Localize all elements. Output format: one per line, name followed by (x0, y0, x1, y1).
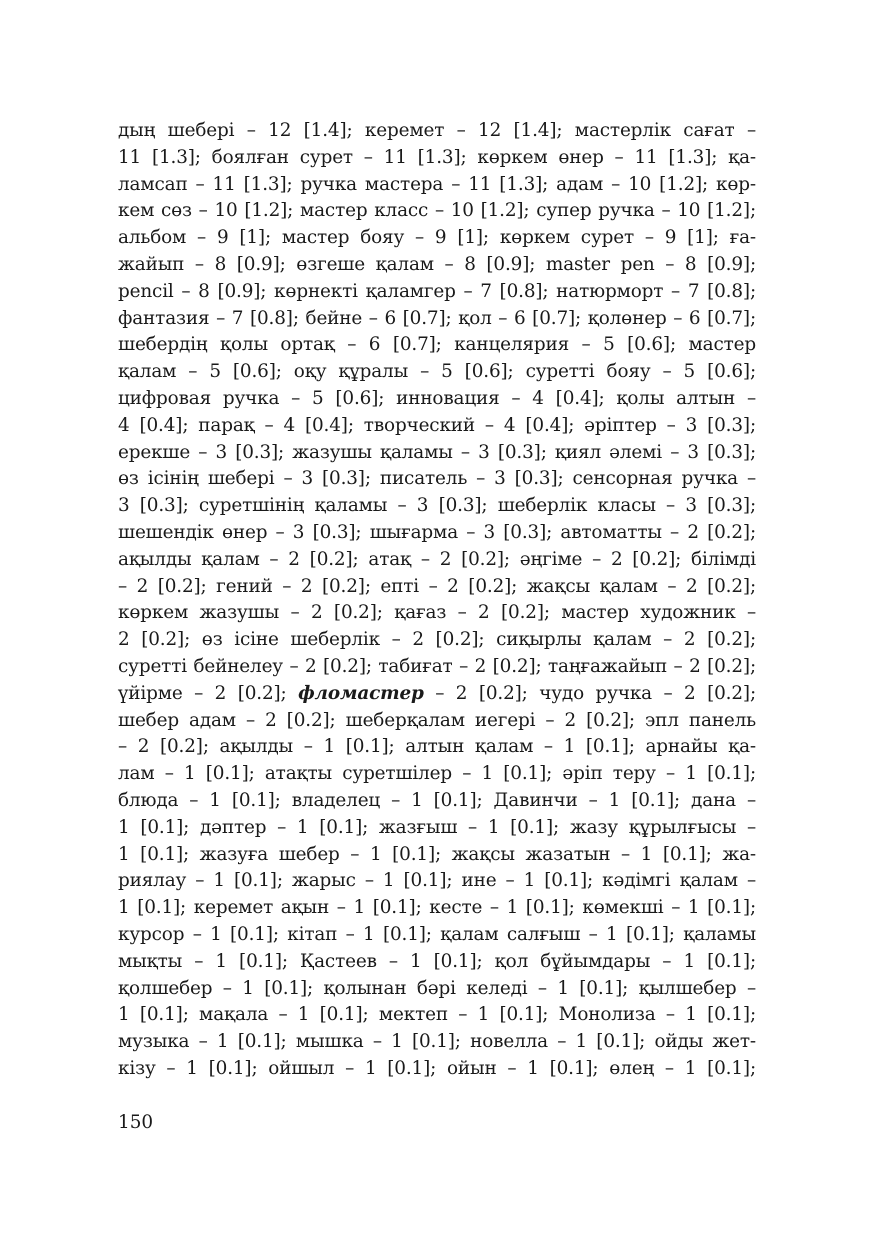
text-line: ерекше – 3 [0.3]; жазушы қаламы – 3 [0.3]; қиял әлемі – 3 [0.3]; (118, 441, 756, 463)
text-line: дың шебері – 12 [1.4]; керемет – 12 [1.4]; мастерлік сағат – (118, 120, 756, 141)
text-line: pencil – 8 [0.9]; көрнекті қаламгер – 7 [0.8]; натюрморт – 7 [0.8]; (118, 280, 756, 302)
text-line: 2 [0.2]; өз ісіне шеберлік – 2 [0.2]; сиқырлы қалам – 2 [0.2]; (118, 629, 756, 651)
text-line: курсор – 1 [0.1]; кітап – 1 [0.1]; қалам салғыш – 1 [0.1]; қаламы (118, 923, 756, 945)
text-line: – 2 [0.2]; гений – 2 [0.2]; епті – 2 [0.2]; жақсы қалам – 2 [0.2]; (118, 575, 756, 597)
text-line: ламсап – 11 [1.3]; ручка мастера – 11 [1.3]; адам – 10 [1.2]; көр- (118, 173, 756, 195)
text-line: 1 [0.1]; жазуға шебер – 1 [0.1]; жақсы жазатын – 1 [0.1]; жа- (118, 843, 756, 865)
text-line: шешендік өнер – 3 [0.3]; шығарма – 3 [0.3]; автоматты – 2 [0.2]; (118, 521, 756, 543)
text-line: көркем жазушы – 2 [0.2]; қағаз – 2 [0.2]; мастер художник – (118, 602, 756, 624)
text-line: қалам – 5 [0.6]; оқу құралы – 5 [0.6]; суретті бояу – 5 [0.6]; (118, 361, 756, 383)
text-line: кізу – 1 [0.1]; ойшыл – 1 [0.1]; ойын – 1 [0.1]; өлең – 1 [0.1]; (118, 1057, 756, 1079)
text-line: музыка – 1 [0.1]; мышка – 1 [0.1]; новелла – 1 [0.1]; ойды жет- (118, 1031, 756, 1053)
text-line: альбом – 9 [1]; мастер бояу – 9 [1]; көркем сурет – 9 [1]; ға- (118, 227, 756, 249)
text-line: 3 [0.3]; суретшінің қаламы – 3 [0.3]; шеберлік класы – 3 [0.3]; (118, 495, 756, 517)
page-text-block (118, 118, 756, 1083)
text-segment: үйірме – 2 [0.2]; (118, 682, 299, 704)
text-line: ақылды қалам – 2 [0.2]; атақ – 2 [0.2]; әңгіме – 2 [0.2]; білімді (118, 548, 756, 570)
text-line: қолшебер – 1 [0.1]; қолынан бәрі келеді – 1 [0.1]; қылшебер – (118, 977, 756, 999)
text-line-with-emphasis (118, 681, 756, 708)
text-line: 1 [0.1]; керемет ақын – 1 [0.1]; кесте – 1 [0.1]; көмекші – 1 [0.1]; (118, 897, 756, 919)
text-line: мықты – 1 [0.1]; Қастеев – 1 [0.1]; қол бұйымдары – 1 [0.1]; (118, 950, 756, 972)
text-segment: – 2 [0.2]; чудо ручка – 2 [0.2]; (423, 682, 756, 704)
text-line: суретті бейнелеу – 2 [0.2]; табиғат – 2 [0.2]; таңғажайып – 2 [0.2]; (118, 655, 756, 677)
text-line: фантазия – 7 [0.8]; бейне – 6 [0.7]; қол – 6 [0.7]; қолөнер – 6 [0.7]; (118, 307, 756, 329)
text-line: 1 [0.1]; мақала – 1 [0.1]; мектеп – 1 [0.1]; Монолиза – 1 [0.1]; (118, 1004, 756, 1026)
text-line: 11 [1.3]; боялған сурет – 11 [1.3]; көркем өнер – 11 [1.3]; қа- (118, 146, 756, 168)
text-line: жайып – 8 [0.9]; өзгеше қалам – 8 [0.9]; master pen – 8 [0.9]; (118, 253, 756, 275)
text-line: шебер адам – 2 [0.2]; шеберқалам иегері – 2 [0.2]; эпл панель (118, 709, 756, 731)
text-line: цифровая ручка – 5 [0.6]; инновация – 4 [0.4]; қолы алтын – (118, 387, 756, 409)
text-line: – 2 [0.2]; ақылды – 1 [0.1]; алтын қалам – 1 [0.1]; арнайы қа- (118, 736, 756, 758)
page-number: 150 (118, 1112, 154, 1133)
text-line: лам – 1 [0.1]; атақты суретшілер – 1 [0.1]; әріп теру – 1 [0.1]; (118, 763, 756, 785)
text-line: кем сөз – 10 [1.2]; мастер класс – 10 [1.2]; супер ручка – 10 [1.2]; (118, 200, 756, 222)
emphasized-term: фломастер (298, 682, 424, 704)
text-line: шебердің қолы ортақ – 6 [0.7]; канцелярия – 5 [0.6]; мастер (118, 334, 756, 356)
text-line: өз ісінің шебері – 3 [0.3]; писатель – 3 [0.3]; сенсорная ручка – (118, 468, 756, 490)
text-line: 1 [0.1]; дәптер – 1 [0.1]; жазғыш – 1 [0.1]; жазу құрылғысы – (118, 816, 756, 838)
text-line: 4 [0.4]; парақ – 4 [0.4]; творческий – 4 [0.4]; әріптер – 3 [0.3]; (118, 414, 756, 436)
text-line: блюда – 1 [0.1]; владелец – 1 [0.1]; Давинчи – 1 [0.1]; дана – (118, 789, 756, 811)
text-line: риялау – 1 [0.1]; жарыс – 1 [0.1]; ине – 1 [0.1]; кәдімгі қалам – (118, 870, 756, 892)
